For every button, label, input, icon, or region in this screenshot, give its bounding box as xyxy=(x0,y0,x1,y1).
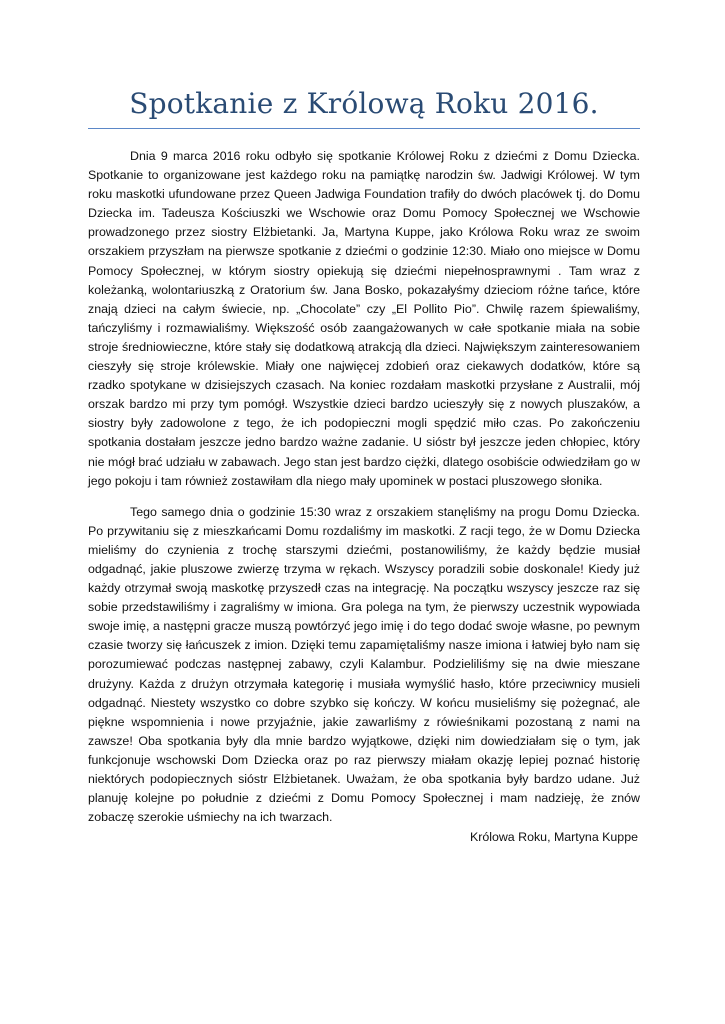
signature: Królowa Roku, Martyna Kuppe xyxy=(469,830,638,844)
paragraph-2: Tego samego dnia o godzinie 15:30 wraz z orszakiem stanęliśmy na progu Domu Dziecka. Po przywitaniu się z mieszkańcami Domu rozdaliśmy im maskotki. Z racji tego, że w Domu Dziecka mieliśmy do czynienia z trochę starszymi dziećmi, postanowiliśmy, że każdy będzie musiał odgadnąć, jakie pluszowe zwierzę trzyma w rękach. Wszyscy poradzili sobie doskonale! Kiedy już każdy otrzymał swoją maskotkę przyszedł czas na integrację. Na początku wszyscy jeszcze raz się sobie przedstawiliśmy i zagraliśmy w imiona. Gra polega na tym, że pierwszy uczestnik wypowiada swoje imię, a następni gracze muszą powtórzyć jego imię i do tego dodać swoje własne, po pewnym czasie tworzy się łańcuszek z imion. Dzięki temu zapamiętaliśmy nasze imiona i łatwiej było nam się porozumiewać podczas następnej zabawy, czyli Kalambur. Podzieliliśmy się na dwie mieszane drużyny. Każda z drużyn otrzymała kategorię i musiała wymyślić hasło, które przeciwnicy musieli odgadnąć. Niestety wszystko co dobre szybko się kończy. W końcu musieliśmy się pożegnać, ale piękne wspomnienia i nowe przyjaźnie, jakie zawarliśmy z rówieśnikami pozostaną z nami na zawsze! Oba spotkania były dla mnie bardzo wyjątkowe, dzięki nim dowiedziałam się o tym, jak funkcjonuje wschowski Dom Dziecka oraz po raz pierwszy miałam okazję lepiej poznać historię niektórych podopiecznych sióstr Elżbietanek. Uważam, że oba spotkania były bardzo udane. Już planuję kolejne po południe z dziećmi z Domu Pomocy Społecznej i mam nadzieję, że znów zobaczę szerokie uśmiechy na ich twarzach. xyxy=(88,504,640,825)
paragraph-1: Dnia 9 marca 2016 roku odbyło się spotkanie Królowej Roku z dziećmi z Domu Dziecka. Spotkanie to organizowane jest każdego roku na pamiątkę narodzin św. Jadwigi Królowej. W tym roku maskotki ufundowane przez Queen Jadwiga Foundation trafiły do dwóch placówek tj. do Domu Dziecka im. Tadeusza Kościuszki we Wschowie oraz Domu Pomocy Społecznej we Wschowie prowadzonego przez siostry Elżbietanki. Ja, Martyna Kuppe, jako Królowa Roku wraz ze swoim orszakiem przyszłam na pierwsze spotkanie z dziećmi o godzinie 12:30. Miało ono miejsce w Domu Pomocy Społecznej, w którym siostry opiekują się dziećmi niepełnosprawnymi . Tam wraz z koleżanką, wolontariuszką z Oratorium św. Jana Bosko, pokazałyśmy dzieciom różne tańce, które znają dzieci na całym świecie, np. „Chocolate” czy „El Pollito Pio”. Chwilę razem śpiewaliśmy, tańczyliśmy i rozmawialiśmy. Większość osób zaangażowanych w całe spotkanie miała na sobie stroje średniowieczne, które stały się dodatkową atrakcją dla dzieci. Największym zainteresowaniem cieszyły się stroje królewskie. Miały one najwięcej zdobień oraz ciekawych dodatków, które są rzadko spotykane w dzisiejszych czasach. Na koniec rozdałam maskotki przysłane z Australii, mój orszak bardzo mi przy tym pomógł. Wszystkie dzieci bardzo ucieszyły się z nowych pluszaków, a siostry były zadowolone z tego, że ich podopieczni mogli spędzić miło czas. Po zakończeniu spotkania dostałam jeszcze jedno bardzo ważne zadanie. U sióstr był jeszcze jeden chłopiec, który nie mógł brać udziału w zabawach. Jego stan jest bardzo ciężki, dlatego osobiście odwiedziłam go w jego pokoju i tam również zostawiłam dla niego mały upominek w postaci pluszowego słonika. xyxy=(88,149,640,488)
document-title: Spotkanie z Królową Roku 2016. xyxy=(129,87,599,120)
document-body xyxy=(88,147,640,839)
title-underline-rule xyxy=(88,128,640,129)
